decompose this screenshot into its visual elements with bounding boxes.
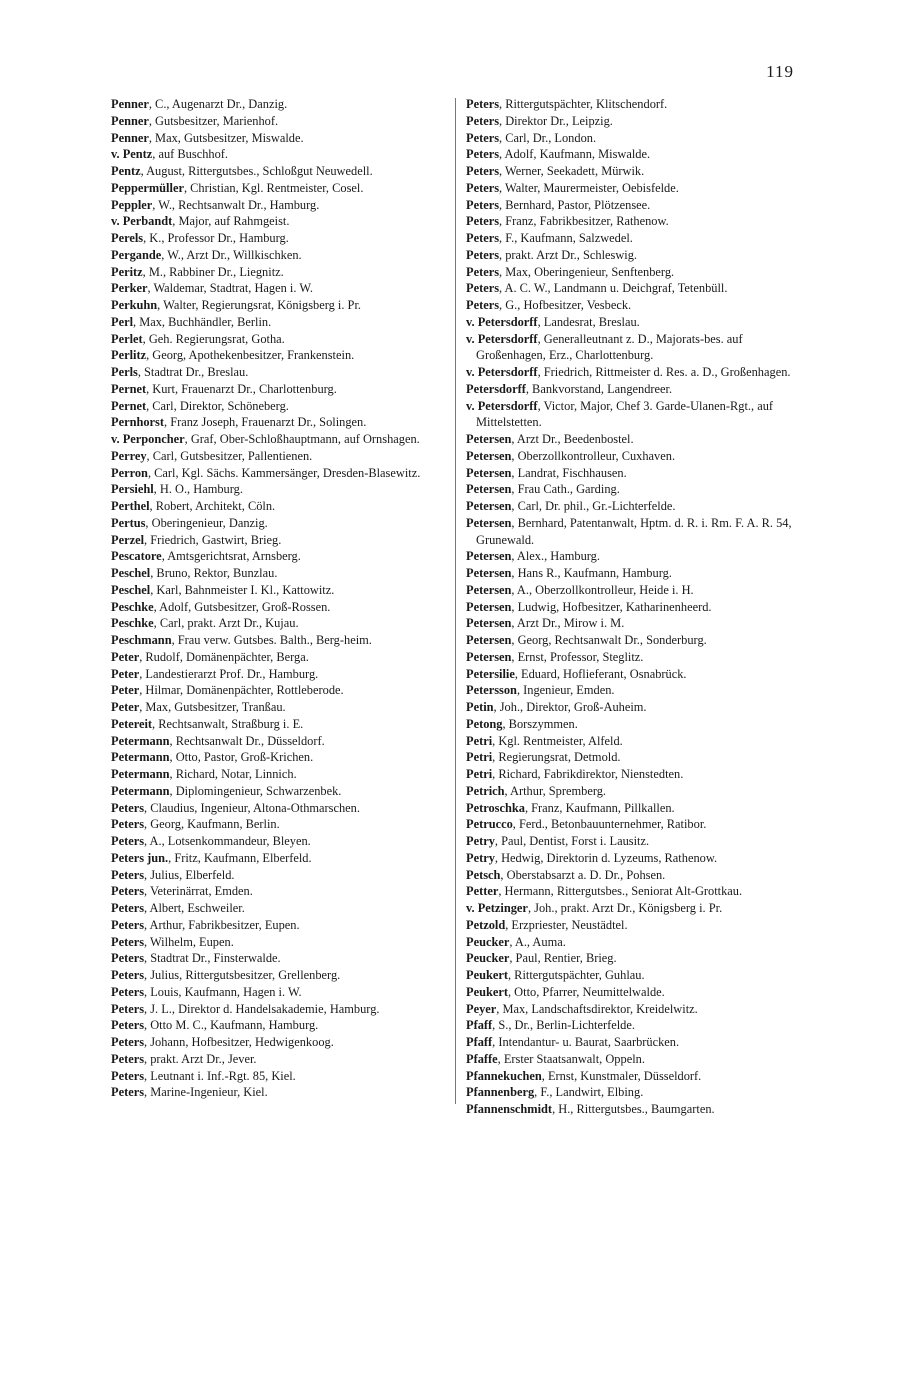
directory-entry: Pfaff, S., Dr., Berlin-Lichterfelde. [466, 1018, 635, 1033]
directory-entry: Petersen, Landrat, Fischhausen. [466, 465, 627, 480]
directory-entry: Peters, Veterinärrat, Emden. [111, 884, 253, 899]
directory-entry: Perrey, Carl, Gutsbesitzer, Pallentienen. [111, 448, 313, 463]
directory-entry: Petry, Paul, Dentist, Forst i. Lausitz. [466, 834, 650, 848]
directory-entry: Peter, Max, Gutsbesitzer, Tranßau. [111, 700, 286, 714]
directory-entry: Petzold, Erzpriester, Neustädtel. [466, 917, 628, 932]
directory-entry: Peters, Max, Oberingenieur, Senftenberg. [466, 264, 675, 279]
directory-entry: Petersdorff, Bankvorstand, Langendreer. [466, 381, 673, 396]
directory-entry: Perker, Waldemar, Stadtrat, Hagen i. W. [111, 281, 313, 296]
directory-entry: Penner, C., Augenarzt Dr., Danzig. [111, 97, 288, 111]
directory-entry: Peters, prakt. Arzt Dr., Schleswig. [466, 247, 638, 262]
directory-entry: Peters, Georg, Kaufmann, Berlin. [111, 817, 280, 832]
directory-entry: Pfaffe, Erster Staatsanwalt, Oppeln. [466, 1051, 645, 1066]
directory-entry: Petter, Hermann, Rittergutsbes., Seniorat Alt-Grottkau. [466, 884, 743, 899]
directory-entry: Petin, Joh., Direktor, Groß-Auheim. [466, 700, 647, 714]
directory-entry: Peters, Louis, Kaufmann, Hagen i. W. [111, 984, 302, 999]
directory-entry: Perls, Stadtrat Dr., Breslau. [111, 365, 249, 379]
directory-entry: Peppermüller, Christian, Kgl. Rentmeister, Cosel. [111, 180, 364, 195]
directory-entry: Peters, Rittergutspächter, Klitschendorf. [466, 97, 668, 111]
directory-entry: Petersen, Bernhard, Patentanwalt, Hptm. d. R. i. Rm. F. A. R. 54, Grunewald. [466, 515, 792, 547]
directory-entry: v. Perponcher, Graf, Ober-Schloßhauptmann, auf Ornshagen. [111, 432, 420, 446]
directory-entry: Peschel, Karl, Bahnmeister I. Kl., Kattowitz. [111, 582, 335, 597]
directory-entry: Pfaff, Intendantur- u. Baurat, Saarbrücken. [466, 1035, 680, 1049]
directory-entry: Peppler, W., Rechtsanwalt Dr., Hamburg. [111, 197, 320, 212]
directory-entry: Peters, Johann, Hofbesitzer, Hedwigenkoog. [111, 1035, 334, 1049]
directory-entry: Pernet, Kurt, Frauenarzt Dr., Charlottenburg. [111, 381, 337, 396]
directory-entry: Petersen, A., Oberzollkontrolleur, Heide i. H. [466, 582, 694, 597]
directory-entry: Peters, Bernhard, Pastor, Plötzensee. [466, 197, 651, 212]
directory-entry: Petereit, Rechtsanwalt, Straßburg i. E. [111, 716, 304, 731]
directory-entry: Peters, F., Kaufmann, Salzwedel. [466, 231, 633, 245]
directory-entry: Petermann, Richard, Notar, Linnich. [111, 767, 297, 781]
directory-entry: Pergande, W., Arzt Dr., Willkischken. [111, 247, 302, 262]
directory-entry: Peter, Rudolf, Domänenpächter, Berga. [111, 649, 309, 664]
directory-entry: Petersen, Arzt Dr., Mirow i. M. [466, 616, 625, 631]
directory-entry: Petersen, Oberzollkontrolleur, Cuxhaven. [466, 448, 676, 463]
directory-entry: Peters, Werner, Seekadett, Mürwik. [466, 164, 645, 178]
directory-entry: Peters, Julius, Rittergutsbesitzer, Grellenberg. [111, 968, 341, 982]
directory-entry: Petersen, Hans R., Kaufmann, Hamburg. [466, 566, 672, 580]
directory-entry: Perlitz, Georg, Apothekenbesitzer, Frankenstein. [111, 348, 355, 363]
right-column [466, 96, 802, 1118]
directory-entry: Peschmann, Frau verw. Gutsbes. Balth., Berg-heim. [111, 633, 372, 647]
directory-entry: Peukert, Rittergutspächter, Guhlau. [466, 968, 645, 982]
directory-entry: Peters, prakt. Arzt Dr., Jever. [111, 1051, 257, 1066]
directory-entry: Pentz, August, Rittergutsbes., Schloßgut Neuwedell. [111, 164, 373, 178]
directory-entry: Peters, Leutnant i. Inf.-Rgt. 85, Kiel. [111, 1068, 296, 1083]
directory-entry: Peters, G., Hofbesitzer, Vesbeck. [466, 298, 632, 312]
directory-entry: Peters, Carl, Dr., London. [466, 130, 597, 145]
directory-entry: Peucker, Paul, Rentier, Brieg. [466, 951, 617, 966]
directory-entry: Peters, Otto M. C., Kaufmann, Hamburg. [111, 1018, 319, 1033]
directory-entry: Peters, Claudius, Ingenieur, Altona-Othmarschen. [111, 800, 360, 815]
directory-entry: v. Petzinger, Joh., prakt. Arzt Dr., Königsberg i. Pr. [466, 901, 723, 915]
directory-entry: Petrich, Arthur, Spremberg. [466, 783, 607, 798]
directory-entry: Peters, Wilhelm, Eupen. [111, 934, 234, 949]
directory-entry: Persiehl, H. O., Hamburg. [111, 482, 243, 497]
directory-entry: Petersen, Ernst, Professor, Steglitz. [466, 649, 644, 664]
directory-entry: v. Petersdorff, Landesrat, Breslau. [466, 314, 640, 329]
directory-entry: Petroschka, Franz, Kaufmann, Pillkallen. [466, 800, 675, 815]
directory-entry: Petersen, Frau Cath., Garding. [466, 482, 620, 497]
directory-entry: Peschke, Carl, prakt. Arzt Dr., Kujau. [111, 616, 299, 631]
directory-entry: Perthel, Robert, Architekt, Cöln. [111, 499, 276, 513]
directory-entry: Perels, K., Professor Dr., Hamburg. [111, 231, 289, 245]
directory-entry: v. Pentz, auf Buschhof. [111, 147, 229, 162]
directory-entry: Pfannenberg, F., Landwirt, Elbing. [466, 1085, 644, 1100]
directory-entry: Peters jun., Fritz, Kaufmann, Elberfeld. [111, 850, 312, 865]
directory-entry: Petersilie, Eduard, Hoflieferant, Osnabrück. [466, 666, 687, 681]
directory-entry: Peter, Landestierarzt Prof. Dr., Hamburg. [111, 666, 319, 681]
directory-entry: Penner, Max, Gutsbesitzer, Miswalde. [111, 130, 304, 145]
directory-entry: Peters, Adolf, Kaufmann, Miswalde. [466, 147, 651, 162]
directory-entry: Peschke, Adolf, Gutsbesitzer, Groß-Rossen. [111, 599, 331, 614]
directory-entry: Petsch, Oberstabsarzt a. D. Dr., Pohsen. [466, 867, 666, 882]
directory-entry: Petermann, Rechtsanwalt Dr., Düsseldorf. [111, 733, 325, 748]
directory-entry: Pernet, Carl, Direktor, Schöneberg. [111, 398, 289, 413]
directory-entry: Petri, Richard, Fabrikdirektor, Nienstedten. [466, 767, 684, 781]
directory-entry: Pescatore, Amtsgerichtsrat, Arnsberg. [111, 549, 301, 564]
directory-entry: Peters, Stadtrat Dr., Finsterwalde. [111, 951, 281, 966]
directory-entry: Peters, J. L., Direktor d. Handelsakademie, Hamburg. [111, 1001, 380, 1016]
directory-entry: Peters, Marine-Ingenieur, Kiel. [111, 1085, 268, 1100]
directory-entry: Perlet, Geh. Regierungsrat, Gotha. [111, 331, 285, 346]
directory-entry: v. Petersdorff, Victor, Major, Chef 3. Garde-Ulanen-Rgt., auf Mittelstetten. [466, 398, 774, 430]
directory-entry: Petry, Hedwig, Direktorin d. Lyzeums, Rathenow. [466, 850, 718, 865]
directory-entry: Pfannekuchen, Ernst, Kunstmaler, Düsseldorf. [466, 1068, 702, 1083]
page-number: 119 [766, 62, 794, 81]
left-column [111, 96, 447, 1101]
directory-entry: Peters, Arthur, Fabrikbesitzer, Eupen. [111, 917, 300, 932]
directory-entry: Perzel, Friedrich, Gastwirt, Brieg. [111, 532, 282, 547]
directory-entry: Peschel, Bruno, Rektor, Bunzlau. [111, 566, 278, 580]
directory-entry: Penner, Gutsbesitzer, Marienhof. [111, 113, 279, 128]
directory-entry: Petersson, Ingenieur, Emden. [466, 683, 615, 698]
directory-entry: Peukert, Otto, Pfarrer, Neumittelwalde. [466, 984, 665, 999]
directory-entry: Petrucco, Ferd., Betonbauunternehmer, Ratibor. [466, 817, 707, 832]
directory-entry: Petri, Regierungsrat, Detmold. [466, 750, 621, 765]
directory-entry: Peyer, Max, Landschaftsdirektor, Kreidelwitz. [466, 1001, 698, 1016]
directory-entry: Peters, Albert, Eschweiler. [111, 901, 245, 915]
directory-entry: Petersen, Arzt Dr., Beedenbostel. [466, 432, 634, 446]
directory-entry: v. Petersdorff, Generalleutnant z. D., Majorats-bes. auf Großenhagen, Erz., Charlottenburg. [466, 331, 743, 363]
directory-entry: Perron, Carl, Kgl. Sächs. Kammersänger, Dresden-Blasewitz. [111, 465, 421, 480]
column-divider [455, 98, 456, 1104]
directory-entry: Petermann, Diplomingenieur, Schwarzenbek. [111, 783, 342, 798]
directory-entry: Peters, Direktor Dr., Leipzig. [466, 113, 613, 128]
directory-entry: Peters, Franz, Fabrikbesitzer, Rathenow. [466, 214, 669, 229]
directory-entry: Peters, A. C. W., Landmann u. Deichgraf, Tetenbüll. [466, 281, 728, 296]
directory-entry: Peter, Hilmar, Domänenpächter, Rottleberode. [111, 683, 344, 698]
directory-entry: Petersen, Georg, Rechtsanwalt Dr., Sonderburg. [466, 633, 707, 647]
directory-entry: Perl, Max, Buchhändler, Berlin. [111, 314, 272, 329]
directory-entry: Petermann, Otto, Pastor, Groß-Krichen. [111, 750, 314, 765]
directory-entry: v. Perbandt, Major, auf Rahmgeist. [111, 214, 290, 229]
directory-entry: Pfannenschmidt, H., Rittergutsbes., Baumgarten. [466, 1102, 715, 1116]
directory-entry: Petersen, Alex., Hamburg. [466, 549, 600, 564]
directory-entry: Petersen, Ludwig, Hofbesitzer, Katharinenheerd. [466, 599, 712, 614]
directory-entry: Peucker, A., Auma. [466, 934, 566, 949]
directory-entry: Petong, Borszymmen. [466, 716, 578, 731]
directory-entry: Peters, Julius, Elberfeld. [111, 867, 235, 882]
directory-entry: Pertus, Oberingenieur, Danzig. [111, 515, 268, 530]
directory-entry: Peritz, M., Rabbiner Dr., Liegnitz. [111, 264, 284, 279]
directory-entry: Pernhorst, Franz Joseph, Frauenarzt Dr., Solingen. [111, 415, 367, 430]
directory-entry: v. Petersdorff, Friedrich, Rittmeister d. Res. a. D., Großenhagen. [466, 365, 791, 379]
directory-entry: Perkuhn, Walter, Regierungsrat, Königsberg i. Pr. [111, 298, 361, 312]
directory-entry: Petri, Kgl. Rentmeister, Alfeld. [466, 733, 623, 748]
directory-entry: Peters, A., Lotsenkommandeur, Bleyen. [111, 834, 311, 848]
directory-entry: Petersen, Carl, Dr. phil., Gr.-Lichterfelde. [466, 499, 676, 513]
directory-entry: Peters, Walter, Maurermeister, Oebisfelde. [466, 180, 679, 195]
